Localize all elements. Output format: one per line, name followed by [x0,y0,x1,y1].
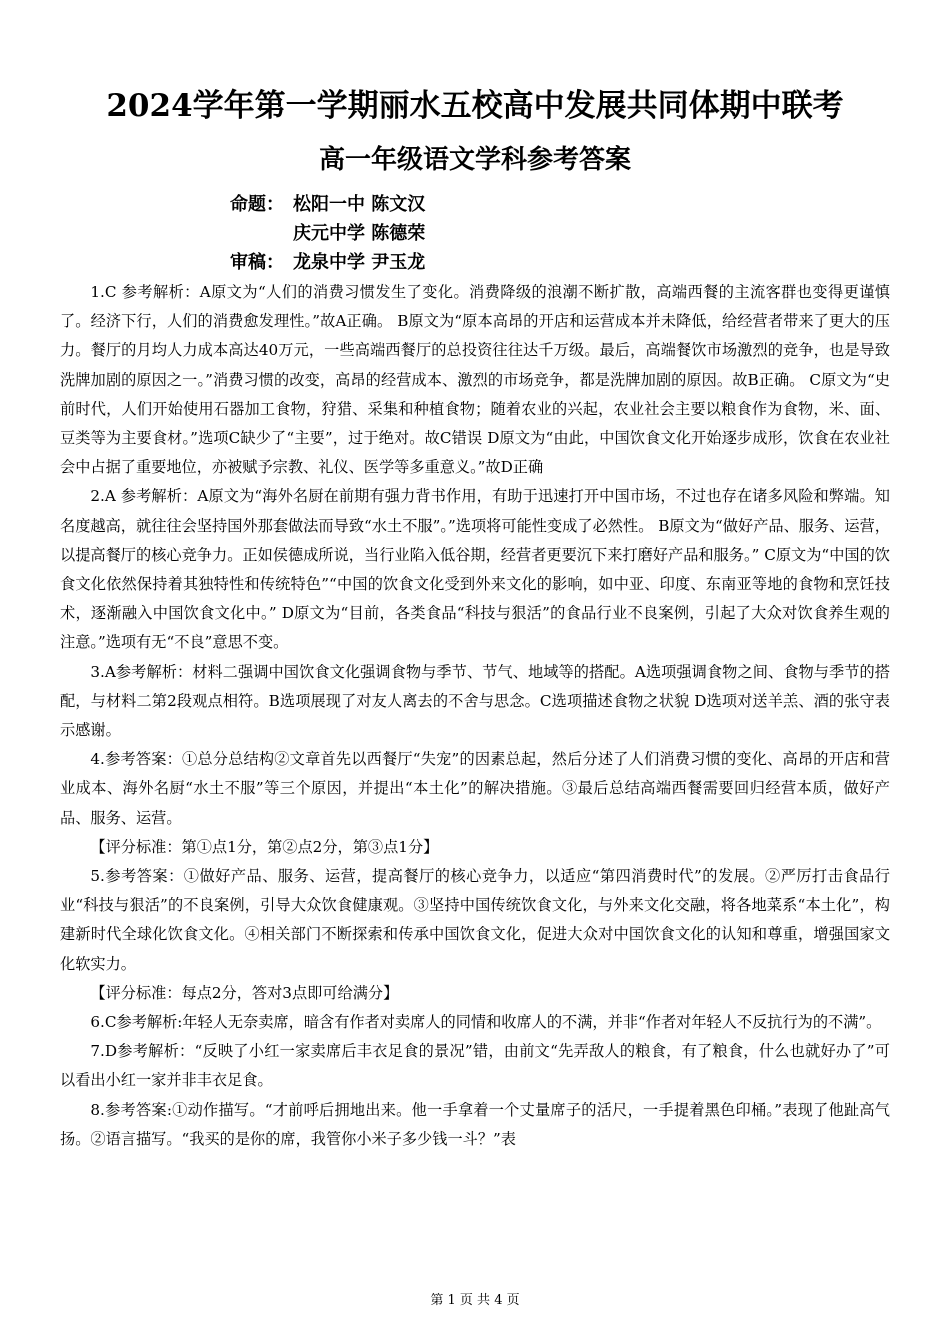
answer-paragraph: 8.参考答案:①动作描写。“才前呼后拥地出来。他一手拿着一个丈量席子的活尺，一手提着黑色印桶。”表现了他趾高气扬。②语言描写。“我买的是你的席，我管你小米子多少钱一斗？”表 [60,1100,890,1148]
answer-paragraph: 6.C参考解析:年轻人无奈卖席，暗含有作者对卖席人的同情和收席人的不满，并非“作者对年轻人不反抗行为的不满”。 [90,1013,882,1032]
answer-body [60,278,890,1154]
credits-block [230,190,425,277]
answer-paragraph: 5.参考答案：①做好产品、服务、运营，提高餐厅的核心竞争力，以适应“第四消费时代”的发展。②严厉打击食品行业“科技与狠活”的不良案例，引导大众饮食健康观。③坚持中国传统饮食文化，与外来文化交融，将各地菜系“本土化”，构建新时代全球化饮食文化。④相关部门不断探索和传承中国饮食文化，促进大众对中国饮食文化的认知和尊重，增强国家文化软实力。 [60,867,890,973]
answer-paragraph: 4.参考答案：①总分总结构②文章首先以西餐厅“失宠”的因素总起，然后分述了人们消费习惯的变化、高昂的开店和营业成本、海外名厨“水土不服”等三个原因，并提出“本土化”的解决措施。③最后总结高端西餐需要回归经营本质，做好产品、服务、运营。 [60,750,890,827]
page-number: 第 1 页 共 4 页 [430,1293,520,1308]
credit-line [230,248,425,277]
scoring-criteria: 【评分标准：第①点1分，第②点2分，第③点1分】 [90,837,439,856]
credit-label: 命题： [230,194,284,215]
credit-line [230,190,425,219]
answer-paragraph: 3.A参考解析：材料二强调中国饮食文化强调食物与季节、节气、地域等的搭配。A选项强调食物之间、食物与季节的搭配，与材料二第2段观点相符。B选项展现了对友人离去的不舍与思念。C选项描述食物之状貌 D选项对送羊羔、酒的张守表示感谢。 [60,662,890,740]
answer-paragraph: 7.D参考解析：“反映了小红一家卖席后丰衣足食的景况”错，由前文“先弄敌人的粮食，有了粮食，什么也就好办了”可以看出小红一家并非丰衣足食。 [60,1042,890,1090]
credit-value: 松阳一中 陈文汉 [293,194,426,215]
answer-paragraph: 1.C 参考解析：A原文为“人们的消费习惯发生了变化。消费降级的浪潮不断扩散，高端西餐的主流客群也变得更谨慎了。经济下行，人们的消费愈发理性。”故A正确。 B原文为“原本高昂的开店和运营成本并未降低，给经营者带来了更大的压力。餐厅的月均人力成本高达40万元，一些高端西餐厅的总投资往往达千万级。最后，高端餐饮市场激烈的竞争，也是导致洗牌加剧的原因之一。”消费习惯的改变，高昂的经营成本、激烈的市场竞争，都是洗牌加剧的原因。故B正确。 C原文为“史前时代，人们开始使用石器加工食物，狩猎、采集和种植食物；随着农业的兴起，农业社会主要以粮食作为食物，米、面、豆类等为主要食材。”选项C缺少了“主要”，过于绝对。故C错误 D原文为“由此，中国饮食文化开始逐步成形，饮食在农业社会中占据了重要地位，亦被赋予宗教、礼仪、医学等多重意义。”故D正确 [60,283,890,477]
answer-paragraph: 2.A 参考解析：A原文为“海外名厨在前期有强力背书作用，有助于迅速打开中国市场，不过也存在诸多风险和弊端。知名度越高，就往往会坚持国外那套做法而导致“水土不服”。”选项将可能性变成了必然性。 B原文为“做好产品、服务、运营，以提高餐厅的核心竞争力。正如侯德成所说，当行业陷入低谷期，经营者更要沉下来打磨好产品和服务。” C原文为“中国的饮食文化依然保持着其独特性和传统特色”“中国的饮食文化受到外来文化的影响，如中亚、印度、东南亚等地的食物和烹饪技术，逐渐融入中国饮食文化中。” D原文为“目前，各类食品“科技与狠活”的食品行业不良案例，引起了大众对饮食养生观的注意。”选项有无“不良”意思不变。 [60,487,890,652]
page-subtitle: 高一年级语文学科参考答案 [318,145,631,175]
credit-value: 龙泉中学 尹玉龙 [293,252,426,273]
credit-value: 庆元中学 陈德荣 [293,223,426,244]
credit-line [230,219,425,248]
scoring-criteria: 【评分标准：每点2分，答对3点即可给满分】 [90,983,399,1002]
page-title: 2024学年第一学期丽水五校高中发展共同体期中联考 [106,88,844,124]
credit-label: 审稿： [230,252,284,273]
